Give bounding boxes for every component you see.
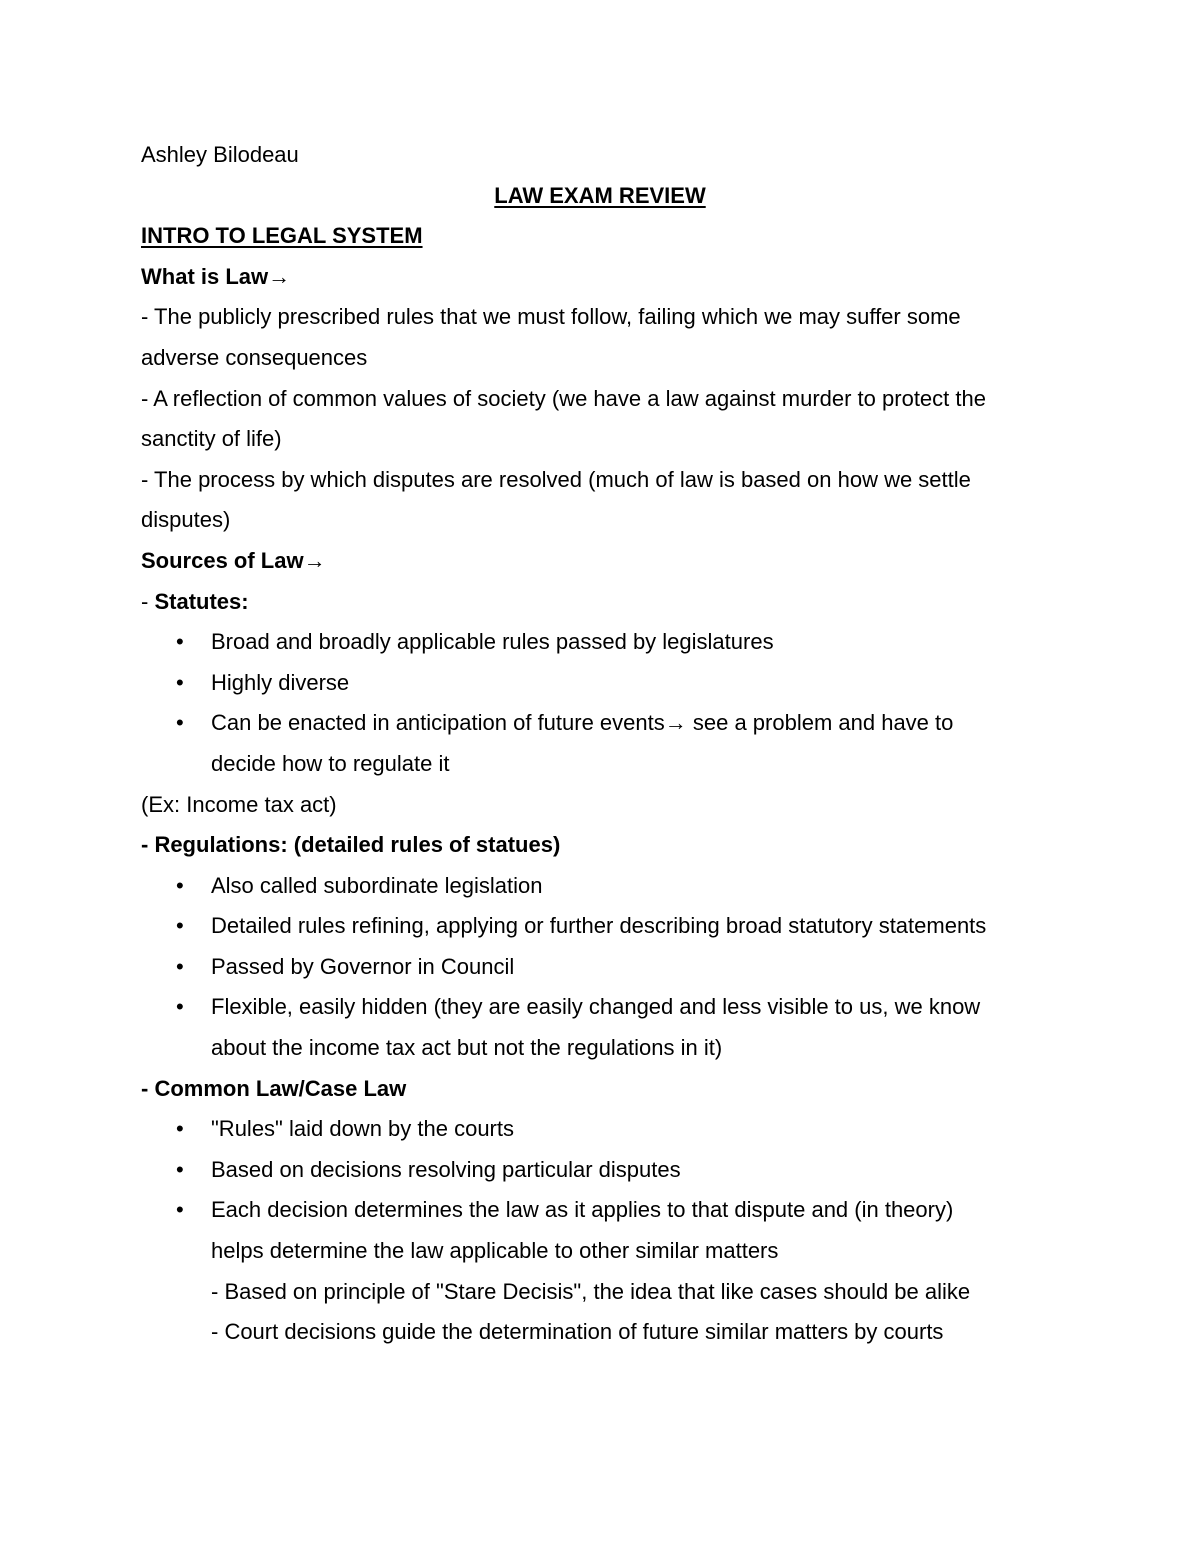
list-item-text: Highly diverse xyxy=(211,669,350,695)
bullet-icon: • xyxy=(176,913,184,939)
statutes-label-text: Statutes: xyxy=(154,588,249,614)
section-heading: INTRO TO LEGAL SYSTEM xyxy=(141,223,423,249)
list-item xyxy=(141,866,1051,907)
text-line: - The process by which disputes are resolved (much of law is based on how we settle xyxy=(141,466,971,492)
text-line: - The publicly prescribed rules that we must follow, failing which we may suffer some xyxy=(141,304,961,330)
bullet-icon: • xyxy=(176,872,184,898)
arrow-right-icon: → xyxy=(664,710,687,736)
list-item xyxy=(141,703,1051,744)
what-is-law-heading xyxy=(141,257,1051,298)
list-item-text: "Rules" laid down by the courts xyxy=(211,1116,514,1142)
bullet-icon: • xyxy=(176,629,184,655)
bullet-icon: • xyxy=(176,710,184,736)
example-text: (Ex: Income tax act) xyxy=(141,791,337,817)
list-item-continuation: decide how to regulate it xyxy=(211,750,450,776)
text-line: adverse consequences xyxy=(141,344,368,370)
list-item xyxy=(141,622,1051,663)
bullet-icon: • xyxy=(176,1116,184,1142)
list-item-text: Each decision determines the law as it applies to that dispute and (in theory) xyxy=(211,1197,954,1223)
list-item-text: Flexible, easily hidden (they are easily changed and less visible to us, we know xyxy=(211,994,981,1020)
list-item xyxy=(141,987,1051,1028)
list-item-text: Based on decisions resolving particular disputes xyxy=(211,1156,681,1182)
document-title: LAW EXAM REVIEW xyxy=(494,182,706,208)
list-item xyxy=(141,1109,1051,1150)
list-item-text: Passed by Governor in Council xyxy=(211,953,515,979)
list-item-text: Can be enacted in anticipation of future events xyxy=(211,710,665,736)
bullet-icon: • xyxy=(176,1197,184,1223)
document-page xyxy=(141,135,1051,1353)
arrow-right-icon: → xyxy=(303,547,326,573)
list-item xyxy=(141,1190,1051,1231)
sub-list-item: - Based on principle of "Stare Decisis", the idea that like cases should be alike xyxy=(211,1278,971,1304)
sources-of-law-label: Sources of Law xyxy=(141,547,304,573)
list-item-text: Broad and broadly applicable rules passed by legislatures xyxy=(211,629,774,655)
bullet-icon: • xyxy=(176,669,184,695)
author-name: Ashley Bilodeau xyxy=(141,142,299,167)
bullet-icon: • xyxy=(176,953,184,979)
list-item-continuation: about the income tax act but not the regulations in it) xyxy=(211,1035,723,1061)
list-item xyxy=(141,663,1051,704)
text-line: disputes) xyxy=(141,507,231,533)
sub-list-item: - Court decisions guide the determination of future similar matters by courts xyxy=(211,1319,944,1345)
list-item-text: Also called subordinate legislation xyxy=(211,872,543,898)
sources-of-law-heading xyxy=(141,541,1051,582)
statutes-label: - Statutes: xyxy=(141,588,249,614)
list-item xyxy=(141,906,1051,947)
text-line: sanctity of life) xyxy=(141,426,282,452)
bullet-icon: • xyxy=(176,994,184,1020)
list-item-text: Detailed rules refining, applying or further describing broad statutory statements xyxy=(211,913,987,939)
list-item-text-rest: see a problem and have to xyxy=(686,710,954,736)
arrow-right-icon: → xyxy=(268,263,291,289)
list-item-continuation: helps determine the law applicable to other similar matters xyxy=(211,1238,779,1264)
list-item xyxy=(141,947,1051,988)
bullet-icon: • xyxy=(176,1156,184,1182)
what-is-law-label: What is Law xyxy=(141,263,269,289)
common-law-label: - Common Law/Case Law xyxy=(141,1075,407,1101)
text-line: - A reflection of common values of society (we have a law against murder to protect the xyxy=(141,385,986,411)
regulations-label: - Regulations: (detailed rules of statues) xyxy=(141,832,561,858)
list-item xyxy=(141,1150,1051,1191)
